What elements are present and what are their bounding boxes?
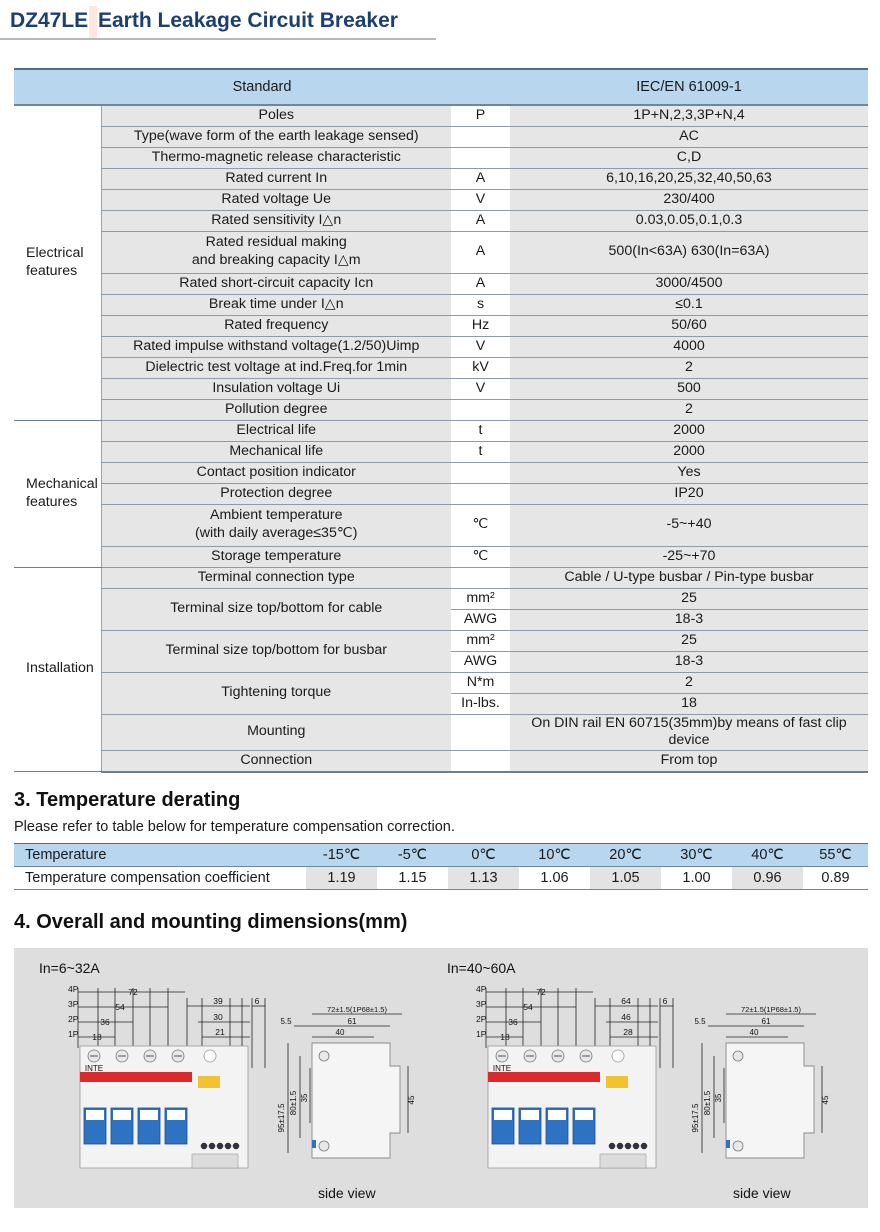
spec-row — [14, 378, 868, 399]
spec-value: 50/60 — [510, 315, 868, 336]
spec-unit: V — [451, 336, 510, 357]
dimension-label: 4P — [476, 984, 487, 994]
right-side-view-caption: side view — [733, 1185, 791, 1201]
rating-label — [198, 1076, 220, 1088]
spec-value: Cable / U-type busbar / Pin-type busbar — [510, 567, 868, 588]
spec-header-label: Standard — [14, 69, 510, 105]
coefficient-cell: 1.05 — [590, 867, 661, 890]
spec-unit: ℃ — [451, 504, 510, 546]
spec-value: 6,10,16,20,25,32,40,50,63 — [510, 168, 868, 189]
spec-unit — [451, 399, 510, 420]
dimension-label: 6 — [662, 996, 668, 1006]
side-screw — [733, 1141, 743, 1151]
right-range-label: In=40~60A — [447, 960, 516, 976]
test-indicator — [612, 1050, 624, 1062]
spec-unit — [451, 483, 510, 504]
dimensions-heading: 4. Overall and mounting dimensions(mm) — [14, 911, 408, 933]
spec-value: From top — [510, 751, 868, 772]
handle-window — [575, 1110, 593, 1120]
breaker-body — [80, 1046, 248, 1168]
spec-value: ≤0.1 — [510, 294, 868, 315]
dimension-label: INTE — [84, 1064, 104, 1073]
bottom-screw — [625, 1143, 631, 1149]
spec-param — [101, 504, 451, 546]
bottom-terminal-block — [192, 1154, 238, 1168]
spec-unit: t — [451, 441, 510, 462]
dimension-label: 35 — [300, 1093, 309, 1103]
spec-row — [14, 714, 868, 751]
spec-unit: kV — [451, 357, 510, 378]
dimension-label: 21 — [215, 1027, 225, 1037]
spec-row — [14, 751, 868, 772]
spec-row — [14, 189, 868, 210]
spec-unit: In-lbs. — [451, 693, 510, 714]
dimension-label: 61 — [761, 1017, 771, 1026]
spec-row — [14, 588, 868, 609]
spec-unit — [451, 567, 510, 588]
spec-row — [14, 546, 868, 567]
dimension-label: 6 — [254, 996, 260, 1006]
spec-unit: Hz — [451, 315, 510, 336]
spec-row — [14, 567, 868, 588]
bottom-screw — [225, 1143, 231, 1149]
spec-unit: A — [451, 273, 510, 294]
spec-row — [14, 315, 868, 336]
handle-window — [494, 1110, 512, 1120]
title-rule — [0, 38, 436, 40]
spec-param: Terminal size top/bottom for busbar — [101, 630, 451, 672]
spec-param: Terminal connection type — [101, 567, 451, 588]
dimension-label: 5.5 — [694, 1017, 706, 1026]
dimension-label: 54 — [115, 1002, 125, 1012]
spec-value: 500 — [510, 378, 868, 399]
coefficient-cell: 1.15 — [377, 867, 448, 890]
breaker-body — [488, 1046, 656, 1168]
spec-table — [14, 68, 868, 773]
param-line: and breaking capacity I△m — [191, 252, 361, 268]
spec-value: 18-3 — [510, 651, 868, 672]
temperature-cell: 40℃ — [732, 844, 803, 867]
temperature-cell: -5℃ — [377, 844, 448, 867]
side-screw — [319, 1051, 329, 1061]
side-screw — [733, 1051, 743, 1061]
spec-value: 18-3 — [510, 609, 868, 630]
derating-note: Please refer to table below for temperature compensation correction. — [14, 819, 455, 835]
spec-unit — [451, 714, 510, 751]
dimension-drawings — [14, 948, 868, 1208]
spec-row — [14, 504, 868, 546]
spec-value: IP20 — [510, 483, 868, 504]
spec-param: Thermo-magnetic release characteristic — [101, 147, 451, 168]
spec-value: 25 — [510, 630, 868, 651]
spec-unit: A — [451, 210, 510, 231]
spec-value: 2 — [510, 672, 868, 693]
spec-param: Pollution degree — [101, 399, 451, 420]
spec-row — [14, 357, 868, 378]
bottom-terminal-block — [600, 1154, 646, 1168]
product-code: DZ47LE — [10, 9, 89, 32]
dimensions-panel — [14, 948, 868, 1208]
handle-window — [113, 1110, 131, 1120]
spec-param: Contact position indicator — [101, 462, 451, 483]
coefficient-cell: 1.00 — [661, 867, 732, 890]
spec-row — [14, 105, 868, 126]
dimension-label: 1P — [68, 1029, 79, 1039]
spec-param: Mechanical life — [101, 441, 451, 462]
handle-window — [140, 1110, 158, 1120]
spec-row — [14, 462, 868, 483]
dimension-label: 72±1.5(1P68±1.5) — [327, 1005, 387, 1014]
spec-unit: t — [451, 420, 510, 441]
spec-row — [14, 294, 868, 315]
dimension-label: 18 — [92, 1032, 102, 1042]
spec-param: Terminal size top/bottom for cable — [101, 588, 451, 630]
derating-table — [14, 843, 868, 890]
bottom-screw — [209, 1143, 215, 1149]
spec-value: AC — [510, 126, 868, 147]
dimension-label: 3P — [476, 999, 487, 1009]
spec-row — [14, 210, 868, 231]
temperature-cell: 55℃ — [803, 844, 868, 867]
spec-group-label: Installation — [14, 567, 101, 772]
temperature-cell: -15℃ — [306, 844, 377, 867]
spec-param — [101, 231, 451, 273]
spec-unit: V — [451, 378, 510, 399]
dimension-label: 40 — [335, 1028, 345, 1037]
handle-window — [86, 1110, 104, 1120]
temperature-cell: 20℃ — [590, 844, 661, 867]
dimension-label: 2P — [476, 1014, 487, 1024]
spec-param: Rated impulse withstand voltage(1.2/50)Uimp — [101, 336, 451, 357]
bottom-screw — [217, 1143, 223, 1149]
dimension-label: 54 — [523, 1002, 533, 1012]
coefficient-cell: 1.13 — [448, 867, 519, 890]
handle-window — [167, 1110, 185, 1120]
spec-row — [14, 483, 868, 504]
spec-value: 2000 — [510, 420, 868, 441]
spec-value: -5~+40 — [510, 504, 868, 546]
spec-row — [14, 336, 868, 357]
page-title: Earth Leakage Circuit Breaker — [98, 9, 398, 32]
spec-row — [14, 168, 868, 189]
side-clip — [726, 1140, 730, 1148]
dimension-label: 46 — [621, 1012, 631, 1022]
spec-value: On DIN rail EN 60715(35mm)by means of fast clip device — [510, 714, 868, 751]
dimension-label: 36 — [508, 1017, 518, 1027]
bottom-screw — [617, 1143, 623, 1149]
dimension-label: 45 — [407, 1095, 416, 1105]
spec-group-label: Mechanical features — [14, 420, 101, 567]
dimension-label: 3P — [68, 999, 79, 1009]
brand-strip — [80, 1072, 192, 1082]
dimension-label: 95±17.5 — [277, 1103, 286, 1133]
dimension-label: 4P — [68, 984, 79, 994]
spec-row — [14, 147, 868, 168]
bottom-screw — [233, 1143, 239, 1149]
temperature-label: Temperature — [14, 844, 306, 867]
spec-unit: A — [451, 168, 510, 189]
spec-value: 2 — [510, 357, 868, 378]
spec-row — [14, 126, 868, 147]
spec-row — [14, 399, 868, 420]
dimension-label: 61 — [347, 1017, 357, 1026]
spec-unit: N*m — [451, 672, 510, 693]
spec-param: Electrical life — [101, 420, 451, 441]
spec-param: Type(wave form of the earth leakage sensed) — [101, 126, 451, 147]
dimension-label: 40 — [749, 1028, 759, 1037]
spec-value: 2 — [510, 399, 868, 420]
spec-param: Mounting — [101, 714, 451, 751]
spec-param: Tightening torque — [101, 672, 451, 714]
spec-param: Storage temperature — [101, 546, 451, 567]
spec-param: Rated frequency — [101, 315, 451, 336]
spec-unit: V — [451, 189, 510, 210]
temperature-cell: 0℃ — [448, 844, 519, 867]
dimension-label: 80±1.5 — [289, 1090, 298, 1116]
spec-value: 230/400 — [510, 189, 868, 210]
spec-value: 1P+N,2,3,3P+N,4 — [510, 105, 868, 126]
dimension-label: 28 — [623, 1027, 633, 1037]
spec-row — [14, 273, 868, 294]
spec-param: Dielectric test voltage at ind.Freq.for 1min — [101, 357, 451, 378]
dimension-label: 2P — [68, 1014, 79, 1024]
spec-value: 25 — [510, 588, 868, 609]
spec-param: Protection degree — [101, 483, 451, 504]
temperature-row — [14, 844, 868, 867]
param-line: Rated residual making — [205, 234, 347, 251]
coefficient-cell: 0.96 — [732, 867, 803, 890]
spec-group-label: Electrical features — [14, 105, 101, 420]
coefficient-label: Temperature compensation coefficient — [14, 867, 306, 890]
bottom-screw — [609, 1143, 615, 1149]
spec-unit: AWG — [451, 609, 510, 630]
spec-row — [14, 420, 868, 441]
dimension-label: 95±17.5 — [691, 1103, 700, 1133]
dimension-label: 72 — [128, 987, 138, 997]
coefficient-cell: 1.06 — [519, 867, 590, 890]
side-screw — [319, 1141, 329, 1151]
spec-row — [14, 231, 868, 273]
coefficient-cell: 1.19 — [306, 867, 377, 890]
spec-param: Rated sensitivity I△n — [101, 210, 451, 231]
spec-param: Rated short-circuit capacity Icn — [101, 273, 451, 294]
spec-value: 3000/4500 — [510, 273, 868, 294]
spec-value: -25~+70 — [510, 546, 868, 567]
dimension-label: 39 — [213, 996, 223, 1006]
spec-row — [14, 630, 868, 651]
dimension-label: 5.5 — [280, 1017, 292, 1026]
coefficient-cell: 0.89 — [803, 867, 868, 890]
title-bar — [0, 0, 880, 44]
param-line: (with daily average≤35℃) — [194, 525, 358, 541]
spec-unit: P — [451, 105, 510, 126]
temperature-cell: 10℃ — [519, 844, 590, 867]
dimension-label: INTE — [492, 1064, 512, 1073]
spec-value: 2000 — [510, 441, 868, 462]
bottom-screw — [641, 1143, 647, 1149]
spec-row — [14, 672, 868, 693]
spec-param: Break time under I△n — [101, 294, 451, 315]
spec-value: 18 — [510, 693, 868, 714]
dimension-label: 80±1.5 — [703, 1090, 712, 1116]
test-indicator — [204, 1050, 216, 1062]
spec-unit: mm² — [451, 630, 510, 651]
spec-param: Connection — [101, 751, 451, 772]
dimension-label: 18 — [500, 1032, 510, 1042]
spec-unit: mm² — [451, 588, 510, 609]
dimension-label: 72 — [536, 987, 546, 997]
spec-row — [14, 441, 868, 462]
spec-unit: A — [451, 231, 510, 273]
spec-value: C,D — [510, 147, 868, 168]
spec-param: Insulation voltage Ui — [101, 378, 451, 399]
handle-window — [548, 1110, 566, 1120]
spec-value: Yes — [510, 462, 868, 483]
coefficient-row — [14, 867, 868, 890]
bottom-screw — [201, 1143, 207, 1149]
derating-heading: 3. Temperature derating — [14, 789, 241, 811]
spec-unit — [451, 751, 510, 772]
left-range-label: In=6~32A — [39, 960, 100, 976]
dimension-label: 36 — [100, 1017, 110, 1027]
spec-value: 0.03,0.05,0.1,0.3 — [510, 210, 868, 231]
side-clip — [312, 1140, 316, 1148]
brand-strip — [488, 1072, 600, 1082]
dimension-label: 1P — [476, 1029, 487, 1039]
spec-value: 4000 — [510, 336, 868, 357]
left-side-view-caption: side view — [318, 1185, 376, 1201]
spec-param: Rated voltage Ue — [101, 189, 451, 210]
dimension-label: 30 — [213, 1012, 223, 1022]
spec-unit: ℃ — [451, 546, 510, 567]
spec-unit — [451, 462, 510, 483]
spec-unit: AWG — [451, 651, 510, 672]
handle-window — [521, 1110, 539, 1120]
spec-value: 500(In<63A) 630(In=63A) — [510, 231, 868, 273]
spec-param: Rated current In — [101, 168, 451, 189]
title-divider — [89, 6, 97, 38]
spec-unit — [451, 126, 510, 147]
dimension-label: 72±1.5(1P68±1.5) — [741, 1005, 801, 1014]
temperature-cell: 30℃ — [661, 844, 732, 867]
spec-header-value: IEC/EN 61009-1 — [510, 69, 868, 105]
param-line: Ambient temperature — [210, 507, 343, 524]
spec-param: Poles — [101, 105, 451, 126]
spec-header-row — [14, 69, 868, 105]
rating-label — [606, 1076, 628, 1088]
dimension-label: 35 — [714, 1093, 723, 1103]
dimension-label: 64 — [621, 996, 631, 1006]
spec-unit — [451, 147, 510, 168]
spec-unit: s — [451, 294, 510, 315]
dimension-label: 45 — [821, 1095, 830, 1105]
bottom-screw — [633, 1143, 639, 1149]
